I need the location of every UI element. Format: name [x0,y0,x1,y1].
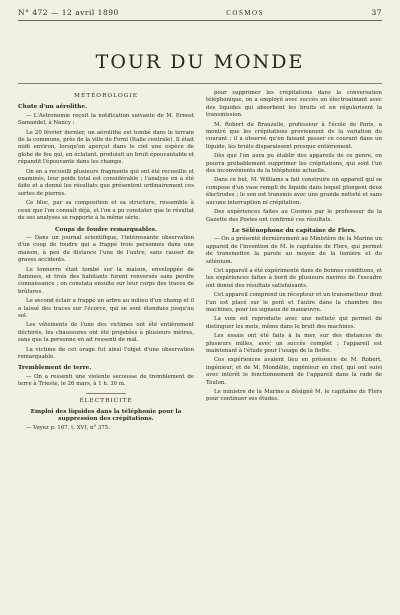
paragraph: La voix est reproduite avec une netteté qui permet de distinguer les mots, même dans le bruit des machines. [206,316,382,330]
issue-number: N° 472 — 12 avril 1890 [18,8,119,17]
article-heading: Chute d'un aérolithe. [18,104,88,111]
paragraph: Les essais ont été faits à la mer, sur des distances de plusieurs milles, avec un succès complet ; l'appareil est maintenant à l'étude pour l'usage de la flotte. [206,333,382,354]
article-heading: Tremblement de terre. [18,365,92,372]
paragraph: — L'Astronomie reçoit la notification suivante de M. Ernest Samandel, à Nancy : [18,112,194,127]
article-columns [18,90,382,605]
section-divider [86,393,126,394]
paragraph: Le second éclair a frappé un arbre au milieu d'un champ et il a laissé des traces sur l'écorce, qui se sont étendues jusqu'au sol. [18,298,194,319]
article-heading: Emploi des liquides dans la téléphonie pour la suppression des crépitations. [30,409,182,423]
left-column [18,90,194,605]
page-number: 37 [371,8,382,17]
paragraph: Ce bloc, par sa composition et sa structure, ressemble à ceux que l'on connaît déjà, et l'on a pu constater que le résultat de ses analyses se rapporte à la même série. [18,200,194,222]
paragraph: Dès que l'on aura pu établir des appareils de ce genre, on pourra probablement supprimer les crépitations, qui sont l'un des inconvénients de la téléphonie actuelle. [206,153,382,175]
paragraph: Le ministre de la Marine a désigné M. le capitaine de Flers pour continuer ses études. [206,389,382,403]
page-header [18,8,382,21]
paragraph: Cet appareil a été expérimenté dans de bonnes conditions, et les expériences faites à bord de plusieurs navires de l'escadre ont donné des résultats satisfaisants. [206,267,382,289]
paragraph: Les vêtements de l'une des victimes ont été entièrement déchirés, les chaussures ont été projetées à plusieurs mètres, sans que la personne en ait ressenti de mal. [18,322,194,344]
paragraph: Cet appareil comprend un récepteur et un transmetteur dont l'un est placé sur le pont et l'autre dans la chambre des machines, pour les signaux de manœuvre. [206,292,382,313]
paragraph: Ces expériences avaient lieu en présence de M. Robert, ingénieur, et de M. Mondélie, ingénieur en chef, qui ont suivi avec intérêt le fonctionnement de l'appareil dans la rade de Toulon. [206,357,382,386]
page-title: TOUR DU MONDE [95,51,305,73]
paragraph: Le tonnerre était tombé sur la maison, enveloppée de flammes, et trois des habitants furent renversés sans perdre connaissance ; on constata ensuite sur leur corps des traces de brûlures. [18,266,194,295]
section-heading-meteorologie: MÉTÉOROLOGIE [74,93,138,99]
paragraph: On en a recueilli plusieurs fragments qui ont été recueillis et examinés, leur poids total est considérable ; l'analyse en a été faite et a donné les résultats que présentent ordinairement ces sortes de pierres. [18,168,194,197]
paragraph: La victime de cet orage fut ainsi l'objet d'une observation remarquable. [18,346,194,360]
title-divider [18,83,382,84]
article-heading: Le Sélénophone du capitaine de Flers. [231,227,357,234]
paragraph: pour supprimer les crépitations dans la conversation téléphonique, on a employé avec succès un électroaimant avec des liquides qui absorbent les bruits et en régularisent la transmission. [206,90,382,119]
paragraph: — On a présenté dernièrement au Ministère de la Marine un appareil de l'invention de M. le capitaine de Flers, qui permet de transmettre la parole au moyen de la lumière et du sélénium. [206,236,382,265]
paragraph: — Dans un journal scientifique, l'intéressante observation d'un coup de foudre qui a frappé trois personnes dans une maison, à peu de distance l'une de l'autre, sans causer de graves accidents. [18,234,194,264]
paragraph: Dans ce but, M. Williams a fait construire un appareil qui se compose d'un vase rempli de liquide dans lequel plongent deux électrodes ; le son est transmis avec une grande netteté et sans aucune interruption ni crépitation. [206,177,382,206]
paragraph: M. Robert de Brauzelle, professeur à l'école de Paris, a montré que les crépitations proviennent de la variation du courant ; il a observé qu'en faisant passer ce courant dans un liquide, les bruits disparaissent presque entièrement. [206,121,382,150]
right-column [206,90,382,605]
article-heading: Coups de foudre remarquables. [54,226,158,233]
paragraph: Le 20 février dernier, un aérolithe est tombé dans le terrain de la commune, près de la ville de Forni (Italie centrale). Il était midi environ, lorsqu'on aperçut dans le ciel une espèce de globe de feu qui, en éclatant, produisit un bruit épouvantable et répandit l'épouvante dans les champs. [18,129,194,166]
paragraph: — On a ressenti une violente secousse de tremblement de terre à Trieste, le 26 mars, à 1 h. 30 m. [18,373,194,388]
section-heading-electricite: ÉLECTRICITÉ [79,397,133,404]
paragraph: Des expériences faites au Cosmos par le professeur de la Gazette des Postes ont confirmé ces résultats. [206,209,382,223]
journal-name: COSMOS [226,9,265,17]
paragraph: — Voyez p. 167, t. XVI, n° 375. [26,424,110,431]
